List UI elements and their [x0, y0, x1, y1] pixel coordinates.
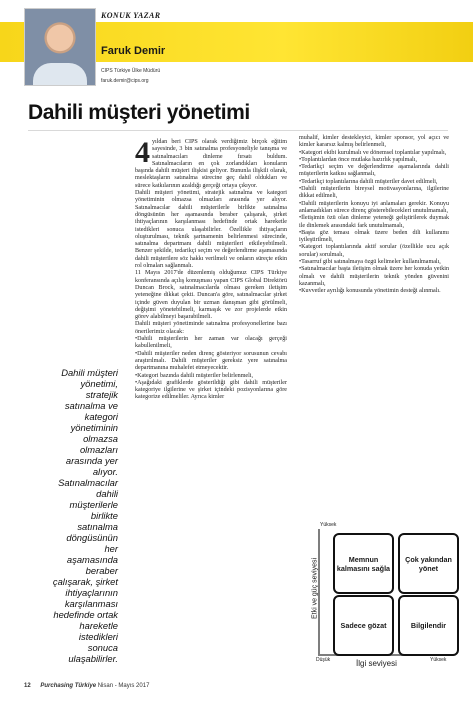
list-item: • Tedarikçi seçim ve değerlendirme aşamalarında dahili müşterilerin katkısı sağlanmalı, [299, 164, 449, 179]
paragraph: Dahili müşteri yönetimi, stratejik satınalma ve kategori yönetiminin olmazsa olmazları arasında yer alıyor. Satınalmacılar dahili müşterilerle birlikte satınalma döngüsünün her aşamasında beraber çalışarak, şirket ihtiyaçlarının karşılanması hedefinde ortak hareketle istedikleri sonuca ulaşabilirler. Özellikle ihtiyaçların oluşturulması, teknik şartnamenin belirlenmesi sürecinde, satınalma departmanı dahili müşterileri etkileyebilmeli. Benzer şekilde, tedarikçi seçim ve değerlendirme aşamasında dahili müşterilere söz hakkı verilmeli ve onların süreçte etkin rol olmaları sağlanmalı. [135, 190, 287, 270]
list-item: • Dahili müşterilerin konuyu iyi anlamaları gerekir. Konuyu anlamadıkları sürece direnç gösterebilecekleri unutulmamalı, [299, 201, 449, 216]
section-kicker: KONUK YAZAR [101, 11, 161, 20]
list-item: • Dahili müşterilerin bireysel motivasyonlarına, ilgilerine dikkat edilmeli, [299, 186, 449, 201]
author-role: CIPS Türkiye Ülke Müdürü [101, 68, 161, 74]
body-column-1 [135, 136, 287, 402]
list-item: • Dahili müşteriler neden direnç gösteriyor sorusunun cevabı araştırılmalı. Dahili müşteriler gereksiz yere satınalma departmanına muhalefet etmeyecektir. [135, 351, 287, 373]
list-item: • Kategori toplantılarında aktif sorular (özellikle ucu açık sorular) sorulmalı, [299, 244, 449, 259]
paragraph: muhalif, kimler destekleyici, kimler sponsor, yol açıcı ve kimler kararsız kalmış belirlenmeli, [299, 135, 449, 149]
list-item: • Satınalmacılar başta iletişim olmak üzere her konuda yetkin olmalı ve dahili müşterilerin teknik yönden güvenini kazanmalı, [299, 266, 449, 288]
list-item: • Kategori ekibi kurulmalı ve dönemsel toplantılar yapılmalı, [299, 150, 449, 157]
author-email: faruk.demir@cips.org [101, 78, 149, 84]
matrix-cell-manage-closely: Çok yakından yönet [398, 533, 459, 594]
list-item: • Kuvvetler ayrılığı konusunda yönetimin desteği alınmalı. [299, 288, 449, 295]
list-item: • Aşağıdaki grafiklerde gösterildiği gibi dahili müşteriler kategoriye ilgilerine ve şirket içindeki pozisyonlarına göre kategorize edilmeliler. Ayrıca kimler [135, 380, 287, 402]
page-number: 12 [24, 683, 31, 689]
list-item: • İletişimin özü olan dinleme yeteneği geliştirilerek duymak ile dinlemek arasındaki fark unutulmamalı, [299, 215, 449, 230]
body-column-2 [299, 135, 449, 296]
y-high-label: Yüksek [320, 522, 337, 528]
paragraph: Dahili müşteri yönetiminde satınalma profesyonellerine bazı önerilerimiz olacak: [135, 321, 287, 335]
list-item: • Kategori bazında dahili müşteriler belirlenmeli, [135, 373, 287, 380]
author-name: Faruk Demir [101, 45, 166, 57]
pull-quote: Dahili müşteri yönetimi, stratejik satınalma ve kategori yönetiminin olmazsa olmazları arasında yer alıyor. Satınalmacılar dahili müşterilerle birlikte satınalma döngüsünün her aşamasında beraber çalışarak, şirket ihtiyaçlarının karşılanması hedefinde ortak hareketle istedikleri sonuca ulaşabilirler. [52, 367, 118, 664]
paragraph: 11 Mayıs 2017'de düzenlemiş olduğumuz CIPS Türkiye konferansında açılış konuşması yapan CIPS Global Direktörü Duncan Brock, satınalmacılarda olması gereken iletişim yeteneğine dikkat çekti. Duncan'a göre, satınalmacılar şirket içinde güven duyulan bir uzman danışman gibi görülmeli, değişimi yönetebilmeli, karmaşık ve zor projelerde etkin görev alabilmeyi başarabilmeli. [135, 270, 287, 321]
recommendation-list [135, 336, 287, 402]
matrix-cell-monitor: Sadece gözat [333, 595, 394, 656]
y-axis-title: Etki ve güç seviyesi [311, 557, 319, 620]
author-photo [24, 8, 96, 86]
list-item: • Başta göz teması olmak üzere beden dili kullanımı iyileştirilmeli, [299, 230, 449, 245]
drop-cap: 4 [135, 136, 150, 169]
issue-date: Nisan - Mayıs 2017 [97, 683, 150, 689]
matrix-cell-keep-satisfied: Memnun kalmasını sağla [333, 533, 394, 594]
article-title: Dahili müşteri yönetimi [28, 101, 250, 124]
list-item: • Dahili müşterilerin her zaman var olacağı gerçeği kabullenilmeli, [135, 336, 287, 351]
matrix-cell-keep-informed: Bilgilendir [398, 595, 459, 656]
title-divider [28, 130, 448, 131]
magazine-name: Purchasing Türkiye [40, 683, 97, 689]
list-item: • Tedarikçi toplantılarına dahili müşteriler davet edilmeli, [299, 179, 449, 186]
page-footer [24, 683, 149, 689]
list-item: • Toplantılardan önce mutlaka hazırlık yapılmalı, [299, 157, 449, 164]
list-item: • Tasarruf gibi satınalmaya özgü kelimeler kullanılmamalı, [299, 259, 449, 266]
paragraph: yıldan beri CIPS olarak verdiğimiz birçok eğitim sayesinde, 3 bin satınalma profesyoneliyle tanışma ve satınalmacıları dinleme fırsatı buldum. Satınalmacıların en çok zorlandıkları konuların başında dahili müşteri ilişkisi geliyor. Bununla ilişkili olarak, meslektaşların satınalma sürecine geç dahil oldukları ve sürece katkılarının azaldığı gerçeği ortaya çıkıyor. [135, 139, 287, 189]
low-label: Düşük [316, 657, 331, 663]
recommendation-list [299, 150, 449, 296]
x-high-label: Yüksek [430, 657, 447, 663]
x-axis-title: İlgi seviyesi [356, 659, 397, 668]
